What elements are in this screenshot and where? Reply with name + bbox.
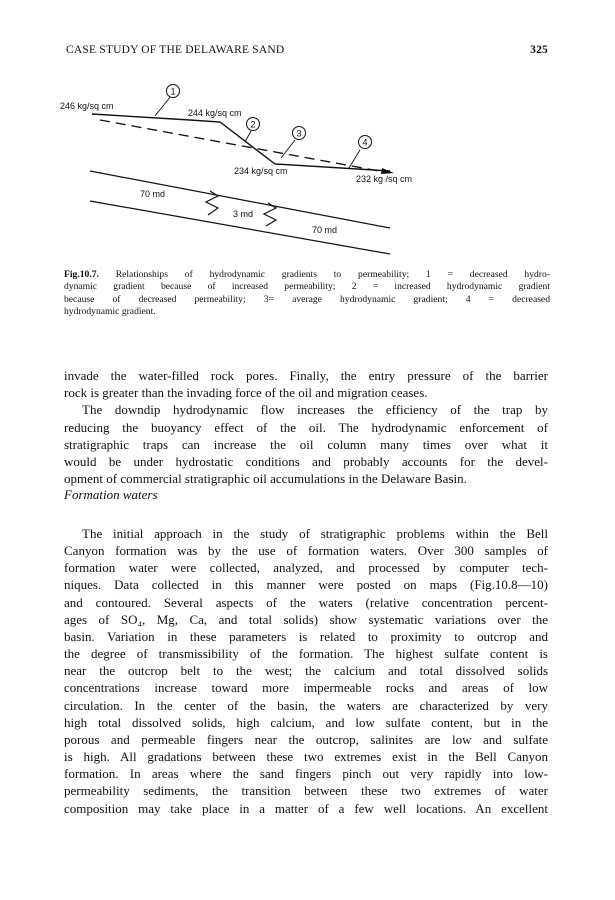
callout-1 bbox=[167, 85, 180, 98]
text-line: concentrations increase toward more impermeable rocks and areas of low bbox=[64, 680, 548, 696]
body-text-block-1 bbox=[64, 367, 548, 487]
text-line: formation water were collected, analyzed, and processed by computer tech- bbox=[64, 560, 548, 576]
text-line: Canyon formation was by the use of formation waters. Over 300 samples of bbox=[64, 543, 548, 559]
text-line: high total dissolved solids, high calcium, and low sulfate content, but in the bbox=[64, 714, 548, 730]
text-line: composition may take place in a matter of a few well locations. An excellent bbox=[64, 800, 548, 816]
permeability-barrier-right bbox=[264, 203, 276, 226]
text-line: circulation. In the center of the basin, the waters are characterized by very bbox=[64, 697, 548, 713]
caption-line-4: hydrodynamic gradient. bbox=[64, 306, 156, 318]
callout-4-leader bbox=[349, 150, 360, 168]
text-line: rock is greater than the invading force of the oil and migration ceases. bbox=[64, 385, 428, 401]
figure-drawing bbox=[60, 78, 560, 268]
callout-4-number: 4 bbox=[362, 137, 368, 148]
figure-caption bbox=[64, 269, 550, 319]
running-head bbox=[66, 44, 548, 60]
callout-4 bbox=[359, 136, 372, 149]
text-line: The initial approach in the study of stratigraphic problems within the Bell bbox=[82, 526, 548, 541]
text-line: reducing the buoyancy effect of the oil. The hydrodynamic enforcement of bbox=[64, 419, 548, 435]
text-line: is high. All gradations between these two extremes exist in the Bell Canyon bbox=[64, 749, 548, 765]
permeability-label-right: 70 md bbox=[312, 225, 338, 235]
text-line: and contoured. Several aspects of the waters (relative concentration percent- bbox=[64, 594, 548, 610]
caption-line-1 bbox=[64, 269, 550, 281]
permeability-label-middle: 3 md bbox=[233, 209, 254, 219]
callout-2-number: 2 bbox=[250, 119, 256, 130]
potentiometric-profile-line bbox=[92, 114, 390, 171]
text-line: porous and permeable fingers near the outcrop, salinites are low and sulfate bbox=[64, 731, 548, 747]
page-number: 325 bbox=[530, 44, 548, 56]
text-line: basin. Variation in these parameters is related to proximity to outcrop and bbox=[64, 628, 548, 644]
caption-line-3: because of decreased permeability; 3= average hydrodynamic gradient; 4 = decreased bbox=[64, 293, 550, 305]
text-line: invade the water-filled rock pores. Finally, the entry pressure of the barrier bbox=[64, 368, 548, 383]
text-line: formation. In areas where the sand fingers pinch out very rapidly into low- bbox=[64, 766, 548, 782]
text-line: opment of commercial stratigraphic oil accumulations in the Delaware Basin. bbox=[64, 471, 467, 487]
caption-line-1-text: Relationships of hydrodynamic gradients to permeability; 1 = decreased hydro- bbox=[115, 269, 550, 280]
text-line: stratigraphic traps can increase the oil column many times over what it bbox=[64, 436, 548, 452]
pressure-label-1: 246 kg/sq cm bbox=[60, 101, 114, 111]
caption-label: Fig.10.7. bbox=[64, 269, 99, 280]
section-heading: Formation waters bbox=[64, 487, 158, 502]
caption-line-2: dynamic gradient because of increased permeability; 2 = increased hydrodynamic gradient bbox=[64, 281, 550, 293]
callout-1-number: 1 bbox=[170, 86, 176, 97]
permeability-label-left: 70 md bbox=[140, 189, 166, 199]
pressure-label-4: 232 kg /sq cm bbox=[356, 174, 413, 184]
text-line: The downdip hydrodynamic flow increases the efficiency of the trap by bbox=[82, 402, 548, 418]
bed-upper-boundary bbox=[90, 171, 390, 228]
callout-1-leader bbox=[155, 96, 171, 116]
text-line: near the outcrop belt to the west; the calcium and total dissolved solids bbox=[64, 663, 548, 679]
callout-2-leader bbox=[245, 131, 251, 142]
text-line: permeability sediments, the transition between these two extremes of water bbox=[64, 783, 548, 799]
text-line: ages of SO₄, Mg, Ca, and total solids) show systematic variations over the bbox=[64, 611, 548, 627]
text-line: the degree of transmissibility of the formation. The highest sulfate content is bbox=[64, 646, 548, 662]
pressure-label-3: 234 kg/sq cm bbox=[234, 166, 288, 176]
hydrodynamic-gradient-figure bbox=[60, 78, 560, 268]
callout-3-number: 3 bbox=[296, 128, 302, 139]
text-line: niques. Data collected in this manner were posted on maps (Fig.10.8—10) bbox=[64, 577, 548, 593]
text-line: would be under hydrostatic conditions and probably accounts for the devel- bbox=[64, 454, 548, 470]
callout-2 bbox=[247, 118, 260, 131]
pressure-label-2: 244 kg/sq cm bbox=[188, 108, 242, 118]
callout-3 bbox=[293, 127, 306, 140]
running-title: CASE STUDY OF THE DELAWARE SAND bbox=[66, 44, 285, 56]
body-text-block-2 bbox=[64, 525, 548, 817]
